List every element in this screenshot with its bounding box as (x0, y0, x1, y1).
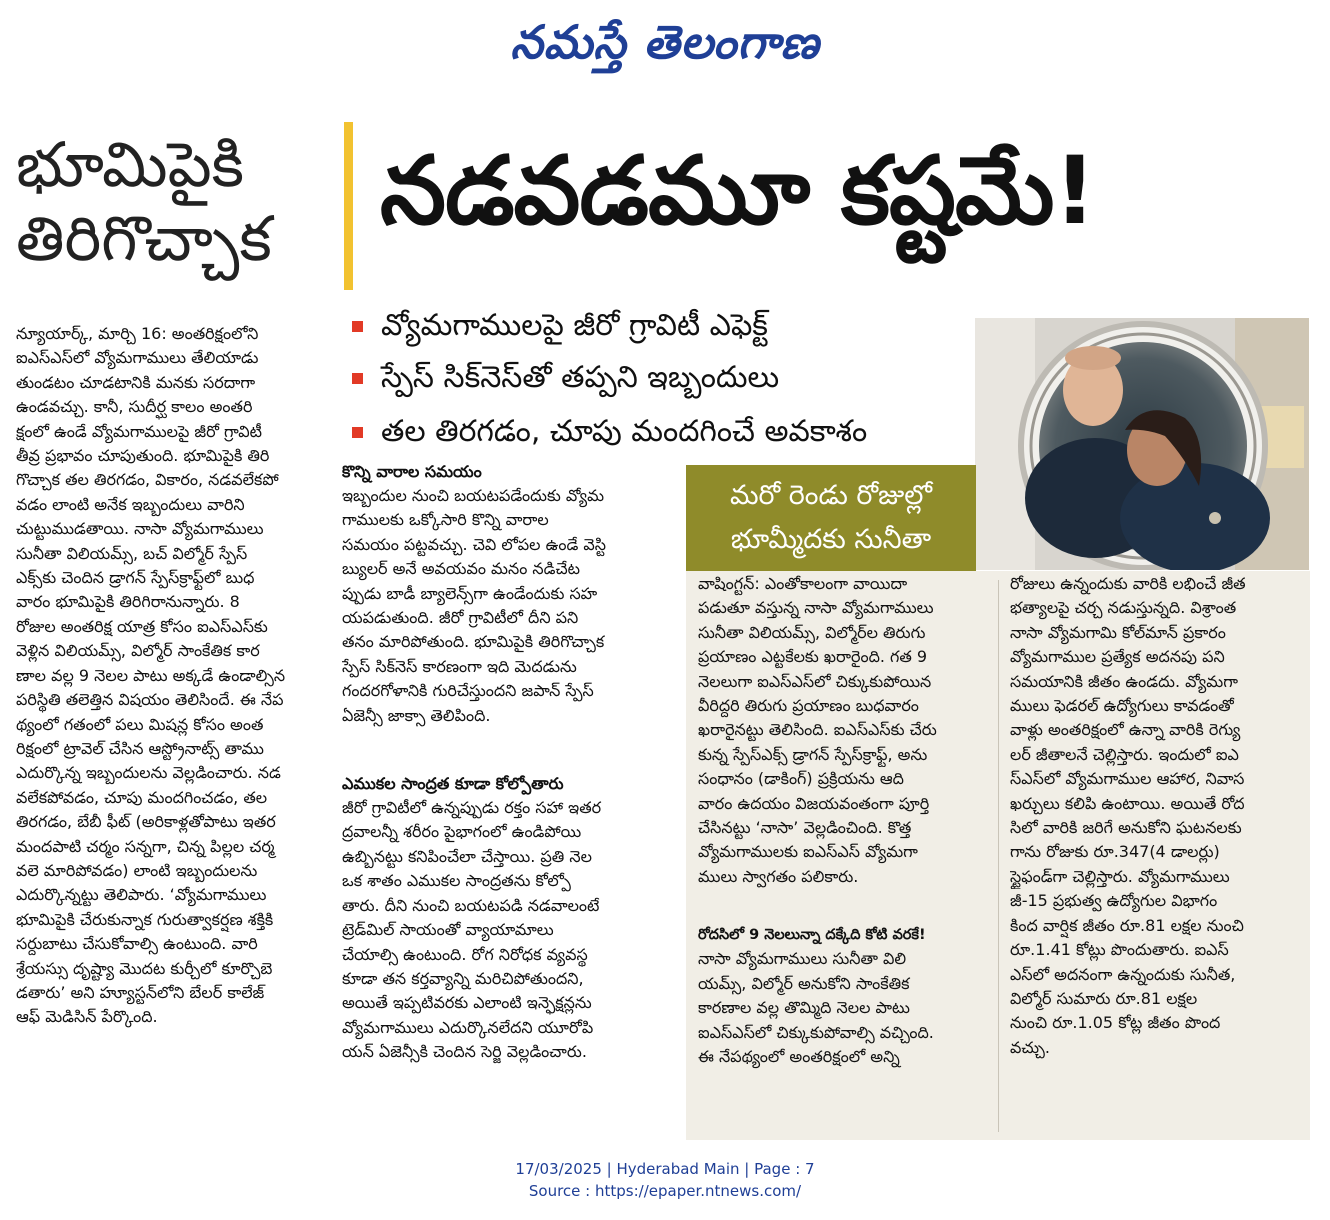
text-line: వీరిద్దరి తిరుగు ప్రయాణం బుధవారం (698, 696, 919, 716)
text-line: కింద వార్షిక జీతం రూ.81 లక్షల నుంచి (1010, 915, 1244, 935)
text-line: యపడుతుంది. జీరో గ్రావిటీలో దీని పని (342, 608, 579, 628)
text-line: గాను రోజుకు రూ.347(4 డాలర్లు) (1010, 842, 1220, 862)
bullet-square-icon (352, 321, 363, 332)
text-line: వ్యోమగాములకు ఐఎస్‌ఎస్ వ్యోమగా (698, 842, 918, 862)
text-line: భత్యాలపై చర్చ నడుస్తున్నది. విశ్రాంత (1010, 598, 1237, 618)
bullet-text: వ్యోమగాములపై జీరో గ్రావిటీ ఎఫెక్ట్ (381, 308, 768, 343)
text-line: సర్దుబాటు చేసుకోవాల్సి ఉంటుంది. వారి (16, 934, 258, 954)
kicker-line-2: తిరిగొచ్చాక (16, 202, 272, 275)
text-line: నాసా వ్యోమగామి కోల్‌మాన్ ప్రకారం (1010, 622, 1226, 642)
sidebar-subhead-line-2: భూమ్మీదకు సునీతా (730, 524, 932, 555)
text-line: రూ.1.41 కోట్లు పొందుతారు. ఐఎస్ (1010, 940, 1229, 960)
text-line: భూమిపైకి చేరుకున్నాక గురుత్వాకర్షణ శక్తికి (16, 909, 274, 929)
text-line: పడుతూ వస్తున్న నాసా వ్యోమగాములు (698, 598, 934, 618)
text-line: బ్యులర్ అనే అవయవం మనం నడిచేట (342, 559, 580, 579)
sidebar-column-left (698, 572, 990, 1069)
text-line: వలె మారిపోవడం) లాంటి ఇబ్బందులను (16, 860, 258, 880)
text-line: వాళ్లు అంతరిక్షంలో ఉన్నా వారికి రెగ్యు (1010, 720, 1241, 740)
article-column-2 (342, 460, 676, 1065)
text-line: డతారు’ అని హ్యూస్టన్‌లోని బేలర్ కాలేజ్ (16, 982, 265, 1002)
text-line: ఈ నేపథ్యంలో అంతరిక్షంలో అన్ని (698, 1046, 900, 1066)
text-line: ద్రవాలన్నీ శరీరం పైభాగంలో ఉండిపోయి (342, 822, 582, 842)
section-subheading: రోదసిలో 9 నెలలున్నా దక్కేది కోటి వరకే! (698, 927, 926, 944)
text-line: సిలో వారికి జరిగే అనుకోని ఘటనలకు (1010, 818, 1242, 838)
text-line: సంధానం (డాకింగ్) ప్రక్రియను ఆది (698, 769, 904, 789)
article-column-1 (16, 322, 324, 1030)
text-line: లర్ జీతాలనే చెల్లిస్తారు. ఇందులో ఐఎ (1010, 744, 1239, 764)
column-divider (998, 580, 999, 1132)
text-line: ఆఫ్ మెడిసిన్ పేర్కొంది. (16, 1007, 158, 1027)
bullet-item (352, 409, 972, 455)
text-line: సునీతా విలియమ్స్, విల్మోర్‌ల తిరుగు (698, 622, 926, 642)
text-line: చుట్టుముడతాయి. నాసా వ్యోమగాములు (16, 519, 264, 539)
text-line: వలేకపోవడం, చూపు మందగించడం, తల (16, 787, 268, 807)
text-line: గాములకు ఒక్కోసారి కొన్ని వారాల (342, 510, 549, 530)
text-line: థ్యంలో గతంలో పలు మిషన్ల కోసం అంత (16, 714, 264, 734)
sidebar-column-right (1010, 572, 1302, 1060)
text-line: కున్న స్పేస్‌ఎక్స్ డ్రాగన్ స్పేస్‌క్రాఫ్ట్, అను (698, 744, 928, 764)
text-line: శ్రేయస్సు దృష్ట్యా మొదట కుర్చీలో కూర్చొబె (16, 958, 273, 978)
text-line: మందపాటి చర్మం సన్నగా, చిన్న పిల్లల చర్మ (16, 836, 275, 856)
text-line: తారు. దీని నుంచి బయటపడి నడవాలంటే (342, 895, 600, 915)
bullet-square-icon (352, 373, 363, 384)
text-line: ములు స్వాగతం పలికారు. (698, 866, 859, 886)
text-line: నాసా వ్యోమగాములు సునీతా విలి (698, 949, 907, 969)
text-line: రిక్షంలో ట్రావెల్ చేసిన ఆస్ట్రోనాట్స్ తాము (16, 738, 264, 758)
text-line: తుండటం చూడటానికి మనకు సరదాగా (16, 372, 256, 392)
text-line: చేయాల్సి ఉంటుంది. రోగ నిరోధక వ్యవస్థ (342, 944, 588, 964)
text-line: ఉండవచ్చు. కానీ, సుదీర్ఘ కాలం అంతరి (16, 397, 253, 417)
text-line: యమ్స్, విల్మోర్ అనుకోని సాంకేతిక (698, 973, 910, 993)
text-line: ఒక శాతం ఎముకల సాంద్రతను కోల్పో (342, 871, 571, 891)
text-line: ట్రెడ్‌మిల్ సాయంతో వ్యాయామాలు (342, 920, 554, 940)
text-line: తిరగడం, బేబీ ఫీట్ (అరికాళ్లతోపాటు ఇతర (16, 812, 276, 832)
text-line: తీవ్ర ప్రభావం చూపుతుంది. భూమిపైకి తిరి (16, 446, 270, 466)
text-line: ఐఎస్‌ఎస్‌లో వ్యోమగాములు తేలియాడు (16, 348, 259, 368)
text-line: ణాల వల్ల 9 నెలల పాటు అక్కడే ఉండాల్సిన (16, 665, 286, 685)
footer-source-link[interactable]: Source : https://epaper.ntnews.com/ (528, 1182, 802, 1200)
text-line: ఇబ్బందుల నుంచి బయటపడేందుకు వ్యోమ (342, 486, 604, 505)
text-line: చేసినట్టు ‘నాసా’ వెల్లడించింది. కొత్త (698, 818, 912, 838)
text-line: ఎదుర్కొన్న ఇబ్బందులను వెల్లడించారు. నడ (16, 763, 281, 783)
astronauts-photo (975, 318, 1309, 570)
text-line: పరిస్థితి తలెత్తిన విషయం తెలిసిందే. ఈ నేప (16, 690, 284, 710)
text-line: వడం లాంటి అనేక ఇబ్బందులు వారిని (16, 494, 245, 514)
text-line: వాషింగ్టన్: ఎంతోకాలంగా వాయిదా (698, 574, 908, 593)
text-line: అయితే ఇప్పటివరకు ఎలాంటి ఇన్ఫెక్షన్లను (342, 993, 592, 1013)
text-line: నుంచి రూ.1.05 కోట్ల జీతం పొంద (1010, 1013, 1221, 1033)
sidebar-subhead-box (686, 465, 976, 571)
text-line: స్‌ఎస్‌లో వ్యోమగాముల ఆహార, నివాస (1010, 769, 1245, 789)
text-line: కూడా తన కర్తవ్యాన్ని మరిచిపోతుందని, (342, 968, 584, 988)
text-line: సునీతా విలియమ్స్, బచ్ విల్మోర్ స్పేస్ (16, 543, 248, 563)
text-line: జీ-15 ప్రభుత్వ ఉద్యోగుల విభాగం (1010, 891, 1218, 911)
text-line: గొచ్చాక తల తిరగడం, వికారం, నడవలేకపో (16, 470, 279, 490)
text-line: రోజుల అంతరిక్ష యాత్ర కోసం ఐఎస్‌ఎస్‌కు (16, 616, 268, 636)
text-line: స్టైఫండ్‌గా చెల్లిస్తారు. వ్యోమగాములు (1010, 866, 1230, 886)
section-subheading: కొన్ని వారాల సమయం (342, 462, 482, 481)
kicker-accent-bar (344, 122, 353, 290)
masthead-logo: నమస్తే తెలంగాణ (510, 15, 820, 69)
section-subheading: ఎముకల సాంద్రత కూడా కోల్పోతారు (342, 774, 564, 794)
bullet-square-icon (352, 427, 363, 438)
text-line: ఎదుర్కొన్నట్టు తెలిపారు. ‘వ్యోమగాములు (16, 885, 267, 905)
text-line: స్పేస్ సిక్‌నెస్ కారణంగా ఇది మెదడును (342, 656, 577, 676)
text-line: నెలలుగా ఐఎస్‌ఎస్‌లో చిక్కుకుపోయిన (698, 671, 932, 691)
page-footer (0, 1158, 1330, 1202)
kicker-line-1: భూమిపైకి (16, 128, 245, 201)
text-line: యన్ ఏజెన్సీకి చెందిన సెర్జి వెల్లడించారు. (342, 1042, 587, 1062)
text-line: ప్రయాణం ఎట్టకేలకు ఖరారైంది. గత 9 (698, 647, 928, 667)
text-line: తనం మారిపోతుంది. భూమిపైకి తిరిగొచ్చాక (342, 632, 605, 652)
text-line: వెళ్లిన విలియమ్స్, విల్మోర్ సాంకేతిక కార (16, 641, 260, 661)
text-line: ఖరారైనట్టు తెలిసింది. ఐఎస్‌ఎస్‌కు చేరు (698, 720, 937, 740)
text-line: ఉబ్బినట్టు కనిపించేలా చేస్తాయి. ప్రతి నెల (342, 846, 592, 866)
text-line: విల్మోర్ సుమారు రూ.81 లక్షల (1010, 988, 1198, 1008)
kicker-heading (16, 128, 336, 276)
bullet-text: స్పేస్ సిక్‌నెస్‌తో తప్పని ఇబ్బందులు (381, 360, 780, 395)
text-line: క్షంలో ఉండే వ్యోమగాములపై జీరో గ్రావిటీ (16, 421, 263, 441)
text-line: ఏజెన్సీ జాక్సా తెలిపింది. (342, 705, 491, 725)
sidebar-subhead-line-1: మరో రెండు రోజుల్లో (729, 480, 933, 511)
bullet-text: తల తిరగడం, చూపు మందగించే అవకాశం (381, 414, 868, 449)
text-line: ప్పుడు బాడీ బ్యాలెన్స్‌గా ఉండేందుకు సహ (342, 583, 598, 603)
text-line: న్యూయార్క్, మార్చి 16: అంతరిక్షంలోని (16, 324, 259, 343)
text-line: వారం ఉదయం విజయవంతంగా పూర్తి (698, 793, 930, 813)
text-line: సమయం పట్టవచ్చు. చెవి లోపల ఉండే వెస్టి (342, 534, 607, 554)
text-line: కారణాల వల్ల తొమ్మిది నెలల పాటు (698, 998, 910, 1018)
text-line: సమయానికి జీతం ఉండదు. వ్యోమగా (1010, 671, 1238, 691)
bullet-item (352, 303, 972, 349)
text-line: వచ్చు. (1010, 1037, 1050, 1057)
text-line: ఐఎస్‌ఎస్‌లో చిక్కుకుపోవాల్సి వచ్చింది. (698, 1022, 934, 1042)
main-headline: నడవడమూ కష్టమే! (380, 137, 1096, 246)
text-line: ఎస్‌లో అదనంగా ఉన్నందుకు సునీత, (1010, 964, 1236, 984)
text-line: వ్యోమగాముల ప్రత్యేక అదనపు పని (1010, 647, 1225, 667)
text-line: జీరో గ్రావిటీలో ఉన్నప్పుడు రక్తం సహా ఇతర (342, 798, 602, 818)
text-line: గందరగోళానికి గురిచేస్తుందని జపాన్ స్పేస్ (342, 681, 594, 701)
text-line: వ్యోమగాములు ఎదుర్కొనలేదని యూరోపి (342, 1017, 594, 1037)
bullet-item (352, 355, 972, 401)
text-line: రోజులు ఉన్నందుకు వారికి లభించే జీత (1010, 574, 1246, 593)
text-line: ఎక్స్‌కు చెందిన డ్రాగన్ స్పేస్‌క్రాఫ్ట్‌లో బుధ (16, 568, 255, 588)
text-line: ఖర్చులు కలిపి ఉంటాయి. అయితే రోద (1010, 793, 1245, 813)
text-line: ములు ఫెడరల్ ఉద్యోగులు కావడంతో (1010, 696, 1234, 716)
footer-date-edition: 17/03/2025 | Hyderabad Main | Page : 7 (515, 1160, 815, 1178)
text-line: వారం భూమిపైకి తిరిగిరానున్నారు. 8 (16, 592, 240, 612)
